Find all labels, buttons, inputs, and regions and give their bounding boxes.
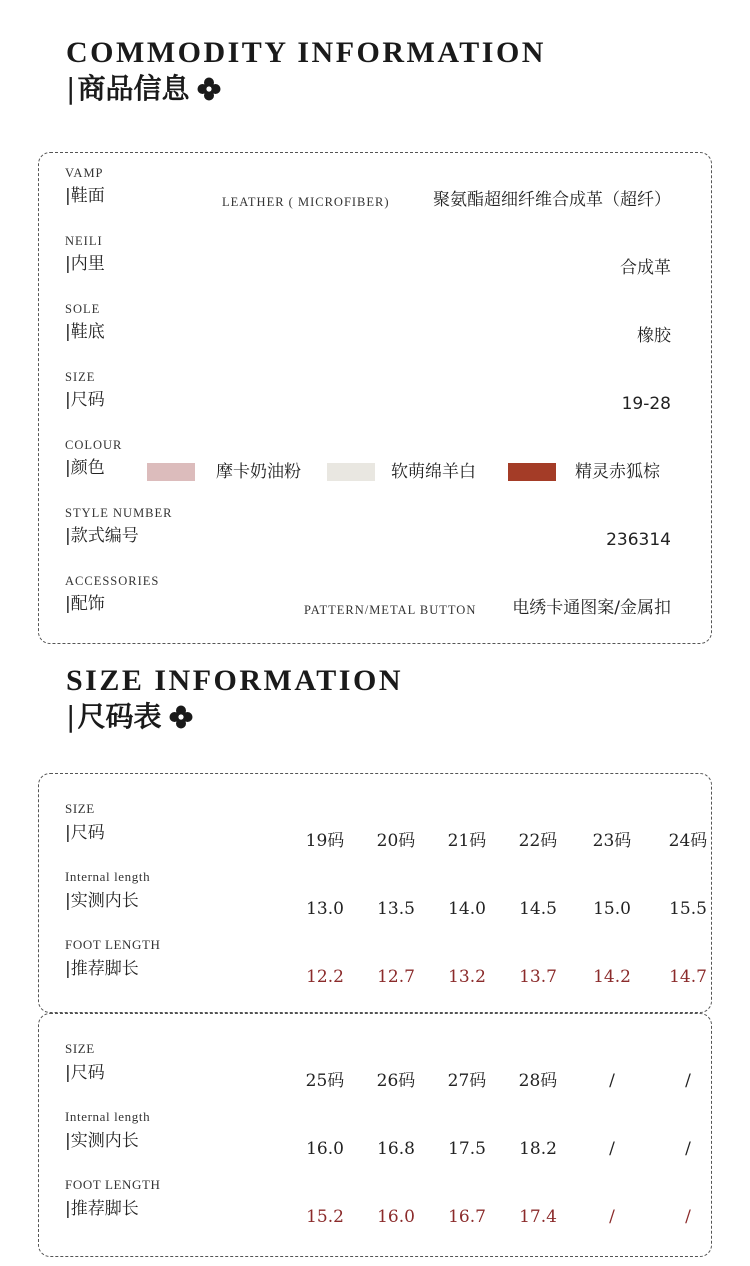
neili-cn-label: |内里 bbox=[65, 254, 105, 274]
vamp-cn-label: |鞋面 bbox=[65, 186, 105, 206]
accessories-value-en: PATTERN/METAL BUTTON bbox=[304, 603, 477, 617]
row-en-label: SIZE bbox=[65, 801, 95, 816]
commodity-info-box bbox=[38, 152, 712, 644]
size-title-cn: 尺码表 bbox=[77, 700, 162, 733]
size-table-cell: / bbox=[609, 1071, 615, 1091]
row-cn-label: |推荐脚长 bbox=[65, 959, 139, 979]
size-table-cell: 15.0 bbox=[593, 899, 631, 919]
size-table-1 bbox=[38, 773, 712, 1013]
accessories-en-label: ACCESSORIES bbox=[65, 574, 160, 588]
size-table-cell: 26码 bbox=[376, 1071, 416, 1091]
style-number-en-label: STYLE NUMBER bbox=[65, 506, 173, 520]
size-table-row bbox=[65, 1109, 691, 1165]
neili-en-label: NEILI bbox=[65, 234, 103, 248]
size-table-cell: / bbox=[685, 1207, 691, 1227]
flower-icon bbox=[197, 77, 221, 101]
sole-cn-label: |鞋底 bbox=[65, 322, 105, 342]
size-table-cell: 16.0 bbox=[306, 1139, 344, 1159]
colour-swatch-brown bbox=[508, 463, 556, 481]
size-table-cell: 12.2 bbox=[306, 967, 344, 987]
size-value: 19-28 bbox=[621, 394, 671, 414]
size-table-row bbox=[65, 937, 707, 993]
vamp-en-label: VAMP bbox=[65, 166, 104, 180]
row-cn-label: |尺码 bbox=[65, 823, 105, 843]
colour-en-label: COLOUR bbox=[65, 438, 123, 452]
colour-swatch-white bbox=[327, 463, 375, 481]
row-neili bbox=[65, 234, 671, 280]
size-table-cell: 18.2 bbox=[519, 1139, 557, 1159]
size-en-label: SIZE bbox=[65, 370, 96, 384]
colour-name-pink: 摩卡奶油粉 bbox=[216, 462, 301, 482]
row-sole bbox=[65, 302, 671, 348]
colour-name-white: 软萌绵羊白 bbox=[391, 462, 476, 482]
size-table-cell: 12.7 bbox=[377, 967, 415, 987]
row-cn-label: |尺码 bbox=[65, 1063, 105, 1083]
row-accessories bbox=[65, 574, 671, 620]
size-table-cell: 14.0 bbox=[448, 899, 486, 919]
row-style-number bbox=[65, 506, 671, 552]
size-table-cell: 17.5 bbox=[448, 1139, 486, 1159]
size-table-cell: 23码 bbox=[592, 831, 632, 851]
size-table-cell: 15.2 bbox=[306, 1207, 344, 1227]
row-cn-label: |实测内长 bbox=[65, 891, 139, 911]
commodity-title bbox=[66, 36, 546, 106]
size-table-cell: 28码 bbox=[518, 1071, 558, 1091]
size-table-cell: 15.5 bbox=[669, 899, 707, 919]
row-size bbox=[65, 370, 671, 416]
sole-value: 橡胶 bbox=[637, 326, 671, 346]
colour-cn-label: |颜色 bbox=[65, 458, 105, 478]
size-table-cell: 16.0 bbox=[377, 1207, 415, 1227]
size-table-cell: 13.7 bbox=[519, 967, 557, 987]
size-table-2 bbox=[38, 1013, 712, 1257]
size-title-en: SIZE INFORMATION bbox=[66, 664, 403, 697]
size-table-cell: 14.7 bbox=[669, 967, 707, 987]
commodity-title-cn-line: | 商品信息 bbox=[66, 72, 546, 106]
row-en-label: FOOT LENGTH bbox=[65, 1177, 161, 1192]
size-title-cn-line: | 尺码表 bbox=[66, 700, 403, 734]
colour-swatch-pink bbox=[147, 463, 195, 481]
size-table-row bbox=[65, 801, 708, 857]
flower-icon bbox=[169, 705, 193, 729]
size-table-cell: / bbox=[685, 1139, 691, 1159]
size-table-cell: 21码 bbox=[447, 831, 487, 851]
size-table-cell: 13.2 bbox=[448, 967, 486, 987]
style-number-value: 236314 bbox=[606, 530, 671, 550]
size-cn-label: |尺码 bbox=[65, 390, 105, 410]
size-table-cell: 16.7 bbox=[448, 1207, 486, 1227]
size-table-cell: / bbox=[685, 1071, 691, 1091]
neili-value: 合成革 bbox=[620, 258, 671, 278]
size-table-cell: / bbox=[609, 1207, 615, 1227]
commodity-title-cn: 商品信息 bbox=[77, 72, 190, 105]
row-colour bbox=[65, 438, 671, 484]
style-number-cn-label: |款式编号 bbox=[65, 526, 139, 546]
size-table-cell: 13.0 bbox=[306, 899, 344, 919]
size-table-cell: 14.5 bbox=[519, 899, 557, 919]
size-table-cell: 24码 bbox=[668, 831, 708, 851]
size-table-cell: 22码 bbox=[518, 831, 558, 851]
size-table-cell: 13.5 bbox=[377, 899, 415, 919]
size-table-cell: 20码 bbox=[376, 831, 416, 851]
size-table-cell: 16.8 bbox=[377, 1139, 415, 1159]
size-table-cell: 17.4 bbox=[519, 1207, 557, 1227]
row-vamp bbox=[65, 166, 671, 212]
size-table-row bbox=[65, 1041, 691, 1097]
size-table-cell: / bbox=[609, 1139, 615, 1159]
row-en-label: Internal length bbox=[65, 869, 151, 884]
size-table-cell: 14.2 bbox=[593, 967, 631, 987]
vamp-value-en: LEATHER ( MICROFIBER) bbox=[222, 195, 390, 209]
row-en-label: SIZE bbox=[65, 1041, 95, 1056]
vamp-value: 聚氨酯超细纤维合成革（超纤） bbox=[433, 190, 671, 210]
colour-name-brown: 精灵赤狐棕 bbox=[575, 462, 660, 482]
size-table-cell: 27码 bbox=[447, 1071, 487, 1091]
row-en-label: FOOT LENGTH bbox=[65, 937, 161, 952]
size-table-cell: 25码 bbox=[305, 1071, 345, 1091]
accessories-cn-label: |配饰 bbox=[65, 594, 105, 614]
size-table-cell: 19码 bbox=[305, 831, 345, 851]
commodity-title-en: COMMODITY INFORMATION bbox=[66, 36, 546, 69]
row-cn-label: |推荐脚长 bbox=[65, 1199, 139, 1219]
size-table-row bbox=[65, 1177, 691, 1233]
accessories-value: 电绣卡通图案/金属扣 bbox=[512, 598, 671, 618]
row-cn-label: |实测内长 bbox=[65, 1131, 139, 1151]
row-en-label: Internal length bbox=[65, 1109, 151, 1124]
size-table-row bbox=[65, 869, 707, 925]
size-title bbox=[66, 664, 403, 734]
sole-en-label: SOLE bbox=[65, 302, 101, 316]
